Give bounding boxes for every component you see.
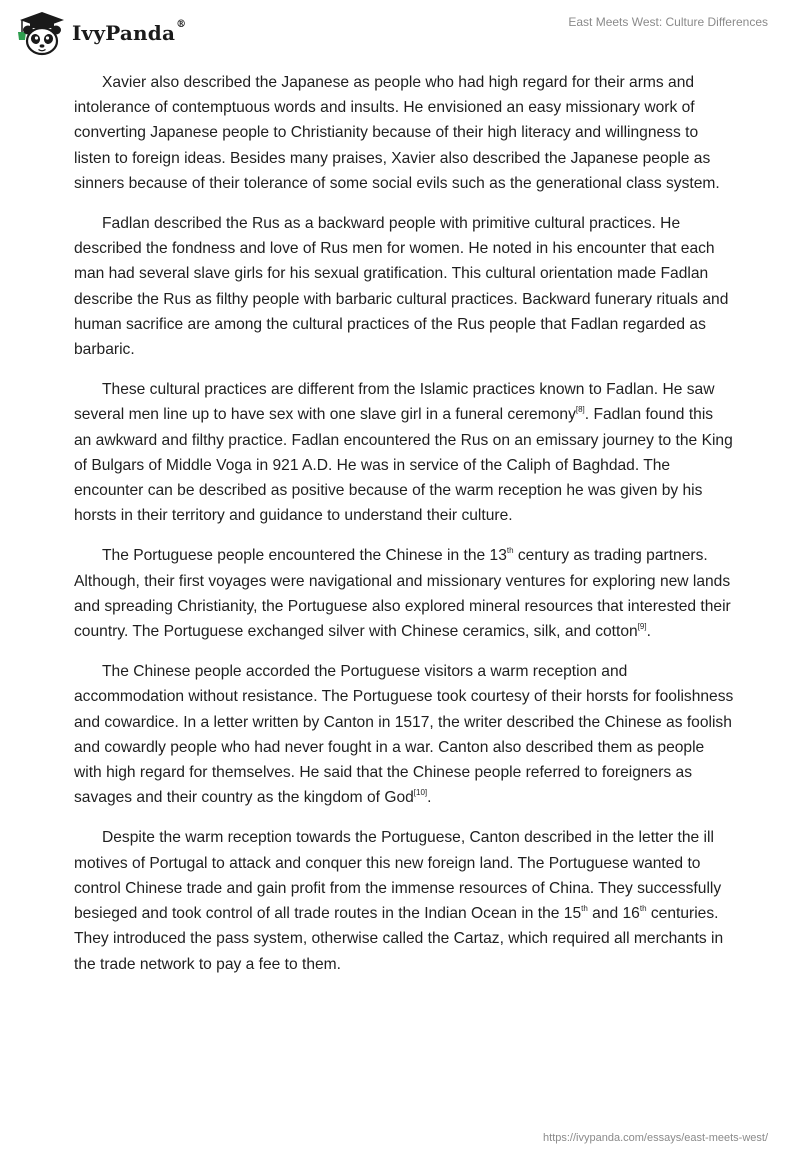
- footnote-ref-10[interactable]: [10]: [413, 788, 428, 798]
- paragraph-5: [74, 659, 734, 810]
- paragraph-text: Xavier also described the Japanese as people who had high regard for their arms and intolerance of contemptuous words and insults. He envisioned an easy missionary work of converting Japanese people to Christianity because of their high literacy and willingness to listen to foreign ideas. Besides many praises, Xavier also described the Japanese people as sinners because of their tolerance of some social evils such as the generational class system.: [74, 74, 720, 192]
- footnote-ref-8[interactable]: [8]: [575, 405, 585, 415]
- ordinal-suffix: th: [506, 546, 514, 556]
- ivypanda-logo[interactable]: [14, 8, 186, 58]
- document-title: East Meets West: Culture Differences: [568, 15, 768, 29]
- paragraph-text: Fadlan described the Rus as a backward people with primitive cultural practices. He described the fondness and love of Rus men for women. He noted in his encounter that each man had several slave girls for his sexual gratification. This cultural orientation made Fadlan describe the Rus as filthy people with barbaric cultural practices. Backward funerary rituals and human sacrifice are among the cultural practices of the Rus people that Fadlan regarded as barbaric.: [74, 215, 729, 359]
- paragraph-6: [74, 825, 734, 976]
- registered-mark: ®: [176, 19, 187, 30]
- paragraph-text: .: [427, 789, 432, 807]
- paragraph-text: . Fadlan found this an awkward and filthy practice. Fadlan encountered the Rus on an emissary journey to the King of Bulgars of Middle Voga in 921 A.D. He was in service of the Caliph of Baghdad. The encounter can be described as positive because of the warm reception he was given by his horsts in their territory and guidance to understand their culture.: [74, 406, 733, 525]
- footnote-ref-9[interactable]: [9]: [637, 621, 647, 631]
- logo-wordmark-text: IvyPanda: [72, 21, 176, 45]
- ordinal-suffix: th: [639, 903, 647, 913]
- logo-wordmark: [72, 21, 186, 45]
- essay-body: [74, 70, 734, 992]
- paragraph-2: [74, 211, 734, 362]
- paragraph-text: century as trading partners. Although, their first voyages were navigational and missionary ventures for exploring new lands and spreading Christianity, the Portuguese also explored mineral resources that interested their country. The Portuguese exchanged silver with Chinese ceramics, silk, and cotton: [74, 547, 731, 641]
- source-url[interactable]: https://ivypanda.com/essays/east-meets-west/: [543, 1132, 768, 1144]
- paragraph-1: [74, 70, 734, 196]
- paragraph-text: centuries. They introduced the pass system, otherwise called the Cartaz, which required all merchants in the trade network to pay a fee to them.: [74, 905, 724, 973]
- paragraph-text: The Chinese people accorded the Portuguese visitors a warm reception and accommodation without resistance. The Portuguese took courtesy of their horsts for foolishness and cowardice. In a letter written by Canton in 1517, the writer described the Chinese as foolish and cowardly people who had never fought in a war. Canton also described them as people with high regard for themselves. He said that the Chinese people referred to foreigners as savages and their country as the kingdom of God: [74, 663, 734, 807]
- paragraph-4: [74, 543, 734, 644]
- panda-graduate-icon: [14, 8, 66, 58]
- paragraph-text: .: [646, 623, 651, 641]
- paragraph-3: [74, 377, 734, 528]
- paragraph-text: Despite the warm reception towards the Portuguese, Canton described in the letter the ill motives of Portugal to attack and conquer this new foreign land. The Portuguese wanted to control Chinese trade and gain profit from the immense resources of China. They successfully besieged and took control of all trade routes in the Indian Ocean in the 15: [74, 829, 722, 923]
- paragraph-text: The Portuguese people encountered the Chinese in the 13: [102, 547, 507, 565]
- ordinal-suffix: th: [581, 903, 588, 913]
- page-header: [0, 0, 800, 60]
- paragraph-text: and 16: [587, 905, 640, 923]
- paragraph-text: These cultural practices are different from the Islamic practices known to Fadlan. He saw several men line up to have sex with one slave girl in a funeral ceremony: [74, 381, 715, 424]
